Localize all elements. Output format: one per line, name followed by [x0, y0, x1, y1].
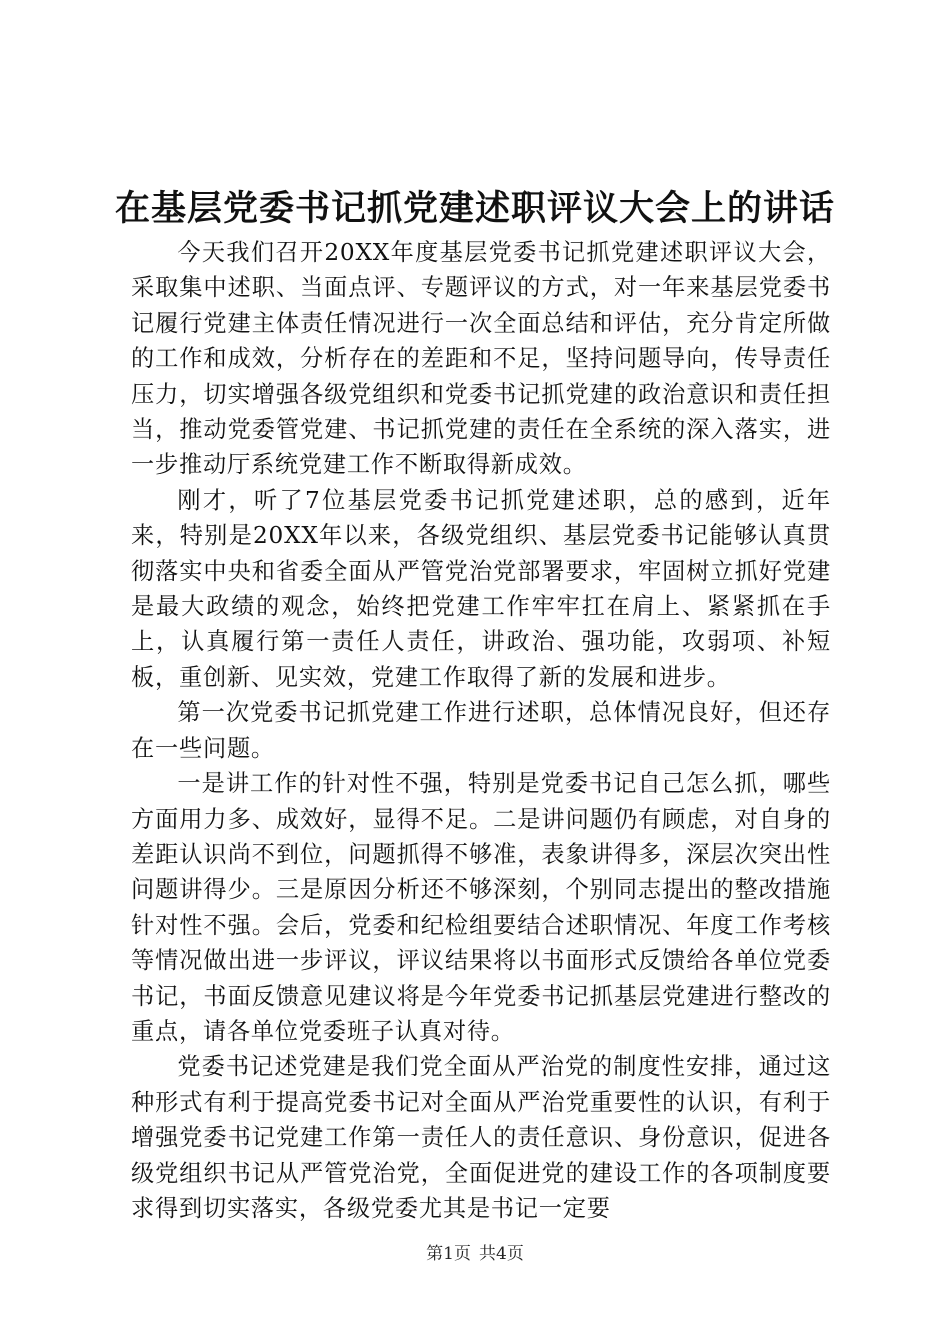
document-body [131, 235, 831, 1226]
page-footer [0, 1242, 950, 1266]
paragraph: 第一次党委书记抓党建工作进行述职，总体情况良好，但还存在一些问题。 [131, 699, 831, 762]
paragraph: 刚才，听了7位基层党委书记抓党建述职，总的感到，近年来，特别是20XX年以来，各级党组织、基层党委书记能够认真贯彻落实中央和省委全面从严管党治党部署要求，牢固树立抓好党建是最大政绩的观念，始终把党建工作牢牢扛在肩上、紧紧抓在手上，认真履行第一责任人责任，讲政治、强功能，攻弱项、补短板，重创新、见实效，党建工作取得了新的发展和进步。 [131, 486, 831, 691]
page-total: 共4页 [479, 1244, 524, 1264]
paragraph: 一是讲工作的针对性不强，特别是党委书记自己怎么抓，哪些方面用力多、成效好，显得不足。二是讲问题仍有顾虑，对自身的差距认识尚不到位，问题抓得不够准，表象讲得多，深层次突出性问题讲得少。三是原因分析还不够深刻，个别同志提出的整改措施针对性不强。会后，党委和纪检组要结合述职情况、年度工作考核等情况做出进一步评议，评议结果将以书面形式反馈给各单位党委书记，书面反馈意见建议将是今年党委书记抓基层党建进行整改的重点，请各单位党委班子认真对待。 [131, 770, 831, 1045]
document-title: 在基层党委书记抓党建述职评议大会上的讲话 [114, 188, 835, 229]
paragraph: 今天我们召开20XX年度基层党委书记抓党建述职评议大会，采取集中述职、当面点评、专题评议的方式，对一年来基层党委书记履行党建主体责任情况进行一次全面总结和评估，充分肯定所做的工作和成效，分析存在的差距和不足，坚持问题导向，传导责任压力，切实增强各级党组织和党委书记抓党建的政治意识和责任担当，推动党委管党建、书记抓党建的责任在全系统的深入落实，进一步推动厅系统党建工作不断取得新成效。 [131, 239, 831, 479]
page-number: 第1页 [426, 1244, 471, 1264]
paragraph: 党委书记述党建是我们党全面从严治党的制度性安排，通过这种形式有利于提高党委书记对全面从严治党重要性的认识，有利于增强党委书记党建工作第一责任人的责任意识、身份意识，促进各级党组织书记从严管党治党，全面促进党的建设工作的各项制度要求得到切实落实，各级党委尤其是书记一定要 [131, 1053, 831, 1222]
